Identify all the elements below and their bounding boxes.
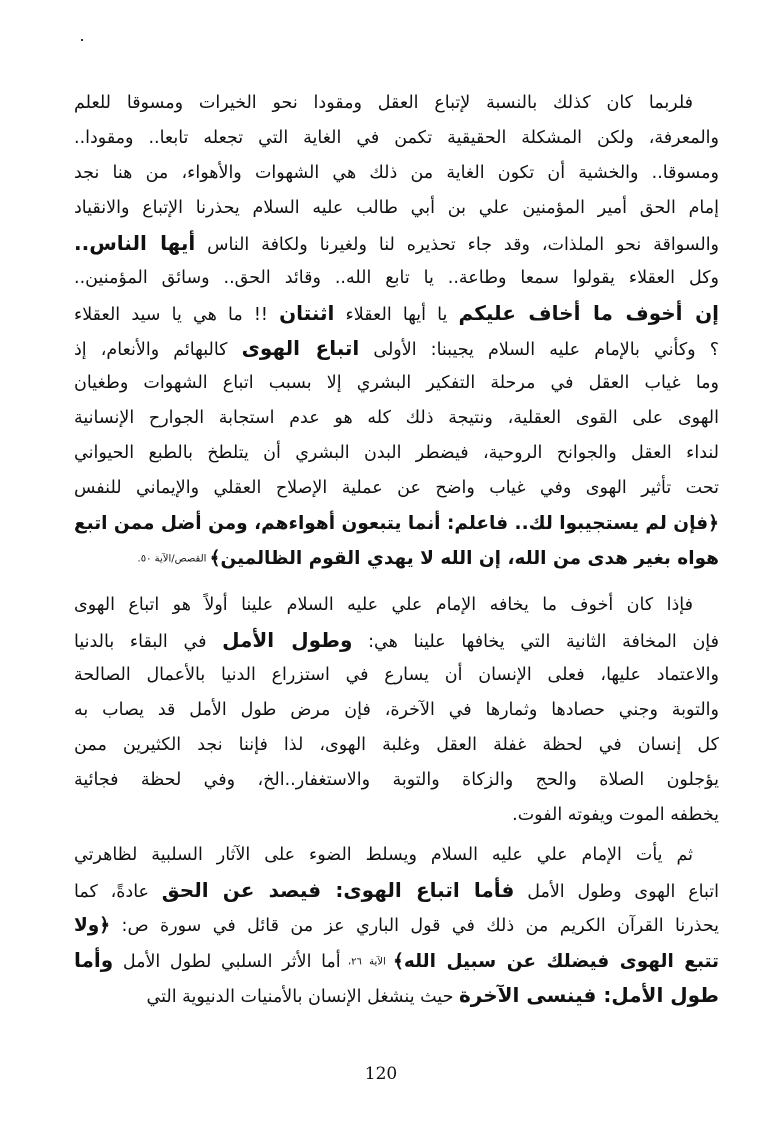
- text-run: أما الأثر السلبي لطول الأمل: [113, 952, 341, 972]
- text-run: لنداء العقل والجوانح الروحية، فيضطر البدن البشري أن يتلطخ بالطبع الحيواني: [74, 443, 719, 463]
- bold-phrase: فأما اتباع الهوى: فيصد عن الحق: [161, 878, 515, 902]
- text-line: [74, 156, 719, 191]
- text-line: [74, 296, 719, 331]
- text-line: [74, 191, 719, 226]
- citation: الآية ٢٦،: [340, 956, 394, 968]
- text-run: فإذا كان أخوف ما يخافه الإمام علي عليه السلام علينا أولاً هو اتباع الهوى: [74, 595, 693, 615]
- quran-quote: ﴿فإن لم يستجيبوا لك.. فاعلم: أنما يتبعون أهواءهم، ومن أضل ممن اتبع: [74, 513, 719, 534]
- quran-quote: ﴿ولا: [74, 915, 111, 936]
- paragraph-2: [74, 588, 719, 833]
- text-run: عادةً، كما: [74, 882, 162, 902]
- text-run: !! ما هي يا سيد العقلاء: [74, 305, 280, 325]
- bold-phrase: اتباع الهوى: [241, 336, 360, 360]
- text-line: [74, 86, 719, 121]
- bold-phrase: طول الأمل: فينسى الآخرة: [458, 983, 719, 1007]
- text-line: [74, 838, 719, 873]
- text-line: [74, 588, 719, 623]
- text-line: [74, 471, 719, 506]
- text-line: [74, 226, 719, 261]
- text-run: والاعتماد عليها، فعلى الإنسان أن يسارع في استزراع الدنيا بالأعمال الصالحة: [74, 665, 719, 685]
- paragraph-3: [74, 838, 719, 1013]
- text-run: فإن المخافة الثانية التي يخافها علينا هي:: [352, 632, 720, 652]
- quran-quote: هواه بغير هدى من الله، إن الله لا يهدي القوم الظالمين﴾: [209, 548, 719, 569]
- text-run: كل إنسان في لحظة غفلة العقل وغلبة الهوى، لذا فإننا نجد الكثيرين ممن: [74, 735, 719, 755]
- text-line: [74, 506, 719, 541]
- bold-phrase: اثنتان: [279, 301, 335, 325]
- text-run: الهوى على القوى العقلية، ونتيجة ذلك كله هو عدم استجابة الجوارح الإنسانية: [74, 408, 719, 428]
- text-line: [74, 401, 719, 436]
- bold-phrase: وطول الأمل: [222, 628, 353, 652]
- text-line: [74, 728, 719, 763]
- page-number: 120: [364, 1064, 398, 1084]
- text-run: يخطفه الموت ويفوته الفوت.: [512, 805, 719, 825]
- text-run: يا أيها العقلاء: [334, 305, 459, 325]
- text-run: يحذرنا القرآن الكريم من ذلك في قول الباري عز من قائل في سورة ص:: [110, 916, 719, 936]
- text-line: [74, 623, 719, 658]
- text-line: [74, 978, 719, 1013]
- text-line: [74, 541, 719, 576]
- scan-speck: [81, 39, 83, 41]
- text-run: والتوبة وجني حصادها وثمارها في الآخرة، فإن مرض طول الأمل قد يصاب به: [74, 700, 719, 720]
- text-line: [74, 943, 719, 978]
- text-run: تحت تأثير الهوى وفي غياب واضح عن عملية الإصلاح العقلي والإيماني للنفس: [74, 478, 719, 498]
- text-line: [74, 693, 719, 728]
- text-line: [74, 366, 719, 401]
- bold-phrase: وأما: [74, 948, 114, 972]
- quran-quote: تتبع الهوى فيضلك عن سبيل الله﴾: [393, 951, 719, 972]
- text-line: [74, 436, 719, 471]
- text-line: [74, 261, 719, 296]
- text-run: حيث ينشغل الإنسان بالأمنيات الدنيوية التي: [146, 987, 459, 1007]
- text-line: [74, 798, 719, 833]
- text-line: [74, 763, 719, 798]
- text-run: اتباع الهوى وطول الأمل: [514, 882, 719, 902]
- text-line: [74, 121, 719, 156]
- text-line: [74, 658, 719, 693]
- text-run: يؤجلون الصلاة والحج والزكاة والتوبة والاستغفار..الخ، وفي لحظة فجائية: [74, 770, 719, 790]
- text-line: [74, 331, 719, 366]
- paragraph-1: [74, 86, 719, 576]
- text-run: ثم يأت الإمام علي عليه السلام ويسلط الضوء على الآثار السلبية لظاهرتي: [74, 845, 693, 865]
- text-run: ؟ وكأني بالإمام عليه السلام يجيبنا: الأولى: [359, 340, 720, 360]
- text-line: [74, 873, 719, 908]
- text-run: والسواقة نحو الملذات، وقد جاء تحذيره لنا ولغيرنا ولكافة الناس: [195, 235, 720, 255]
- text-run: والمعرفة، ولكن المشكلة الحقيقية تكمن في الغاية التي تجعله تابعا.. ومقودا..: [74, 128, 719, 148]
- text-run: في البقاء بالدنيا: [74, 632, 223, 652]
- bold-phrase: أيها الناس..: [74, 231, 196, 255]
- text-run: كالبهائم والأنعام، إذ: [74, 340, 242, 360]
- text-run: وكل العقلاء يقولوا سمعا وطاعة.. يا تابع الله.. وقائد الحق.. وسائق المؤمنين..: [74, 268, 719, 288]
- bold-phrase: إن أخوف ما أخاف عليكم: [458, 301, 720, 325]
- text-run: وما غياب العقل في مرحلة التفكير البشري إلا بسبب اتباع الشهوات وطغيان: [74, 373, 719, 393]
- text-line: [74, 908, 719, 943]
- text-run: إمام الحق أمير المؤمنين علي بن أبي طالب عليه السلام يحذرنا الإتباع والانقياد: [74, 198, 719, 218]
- text-run: ومسوقا.. والخشية أن تكون الغاية من ذلك هي الشهوات والأهواء، من هنا نجد: [74, 163, 719, 183]
- citation: القصص/الآية ٥٠.: [137, 553, 210, 565]
- text-run: فلربما كان كذلك بالنسبة لإتباع العقل ومقودا نحو الخيرات ومسوقا للعلم: [74, 93, 693, 113]
